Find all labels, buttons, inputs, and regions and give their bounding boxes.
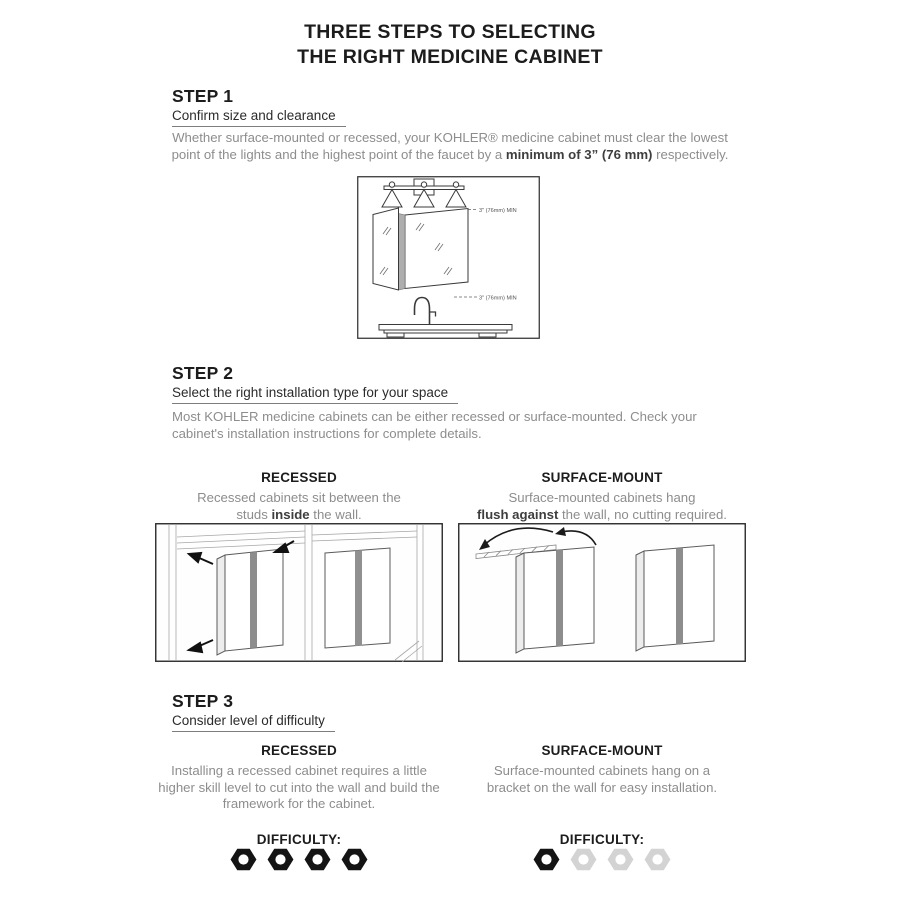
step1-subheading-text: Confirm size and clearance — [172, 108, 346, 127]
step3-subheading — [172, 713, 335, 732]
step1-subheading — [172, 108, 346, 127]
recessed-installation-illustration — [155, 523, 443, 662]
step2-surface-caption-line2-rest: the wall, no cutting required. — [558, 506, 727, 522]
step2-recessed-caption-line2-rest: the wall. — [309, 506, 362, 522]
step1-description-pre: Whether surface-mounted or recessed, your KOHLER® medicine cabinet must clear the lowest point of the lights and the highest point of the faucet by a — [171, 130, 728, 162]
step2-surface-caption-line1: Surface-mounted cabinets hang — [508, 490, 696, 505]
page-title — [0, 20, 900, 70]
step2-subheading — [172, 385, 458, 404]
medicine-cabinet-drawing — [373, 208, 468, 290]
surface-mount-difficulty-label: DIFFICULTY: — [559, 832, 645, 847]
hex-nut-icon — [607, 848, 634, 871]
hex-nut-icon — [533, 848, 560, 871]
hex-nut-icon — [267, 848, 294, 871]
step2-heading: STEP 2 — [172, 363, 234, 383]
hex-nut-icon — [304, 848, 331, 871]
step3-heading: STEP 3 — [172, 691, 234, 711]
clearance-label-top: 3" (76mm) MIN — [479, 207, 517, 214]
step3-surface-mount-description: Surface-mounted cabinets hang on a bracket on the wall for easy installation. — [486, 763, 718, 795]
step2-recessed-caption-line1: Recessed cabinets sit between the — [197, 490, 401, 505]
page-title-line1: THREE STEPS TO SELECTING — [304, 21, 596, 43]
step3-subheading-text: Consider level of difficulty — [172, 713, 335, 732]
step2-recessed-caption-line2-pre: studs — [236, 506, 272, 522]
step1-description — [171, 130, 729, 163]
hex-nut-icon — [644, 848, 671, 871]
step1-description-bold: minimum of 3” (76 mm) — [505, 146, 653, 162]
step2-recessed-caption — [193, 490, 405, 523]
step2-subheading-text: Select the right installation type for your space — [172, 385, 458, 404]
step1-description-post: respectively. — [652, 146, 729, 162]
step3-recessed-description: Installing a recessed cabinet requires a little higher skill level to cut into the wall and build the framework for the cabinet. — [158, 763, 440, 811]
step1-heading: STEP 1 — [172, 86, 234, 106]
step2-surface-caption-line2-bold: flush against — [477, 506, 559, 522]
cabinet-clearance-diagram — [357, 176, 540, 339]
hex-nut-icon — [570, 848, 597, 871]
page-title-line2: THE RIGHT MEDICINE CABINET — [297, 46, 603, 68]
step2-surface-mount-title: SURFACE-MOUNT — [541, 470, 663, 485]
recessed-difficulty-rating — [157, 848, 441, 871]
step2-surface-mount-caption — [467, 490, 737, 523]
surface-mount-installation-illustration — [458, 523, 746, 662]
clearance-label-bottom: 3" (76mm) MIN — [479, 295, 517, 302]
surface-mount-difficulty-rating — [460, 848, 744, 871]
hex-nut-icon — [230, 848, 257, 871]
hex-nut-icon — [341, 848, 368, 871]
step2-description: Most KOHLER medicine cabinets can be either recessed or surface-mounted. Check your cabinet's installation instructions for complete details. — [172, 409, 697, 441]
step2-recessed-title: RECESSED — [261, 470, 337, 485]
recessed-difficulty-label: DIFFICULTY: — [256, 832, 342, 847]
step3-recessed-title: RECESSED — [261, 743, 337, 758]
step3-surface-mount-title: SURFACE-MOUNT — [541, 743, 663, 758]
step2-recessed-caption-line2-bold: inside — [271, 506, 310, 522]
